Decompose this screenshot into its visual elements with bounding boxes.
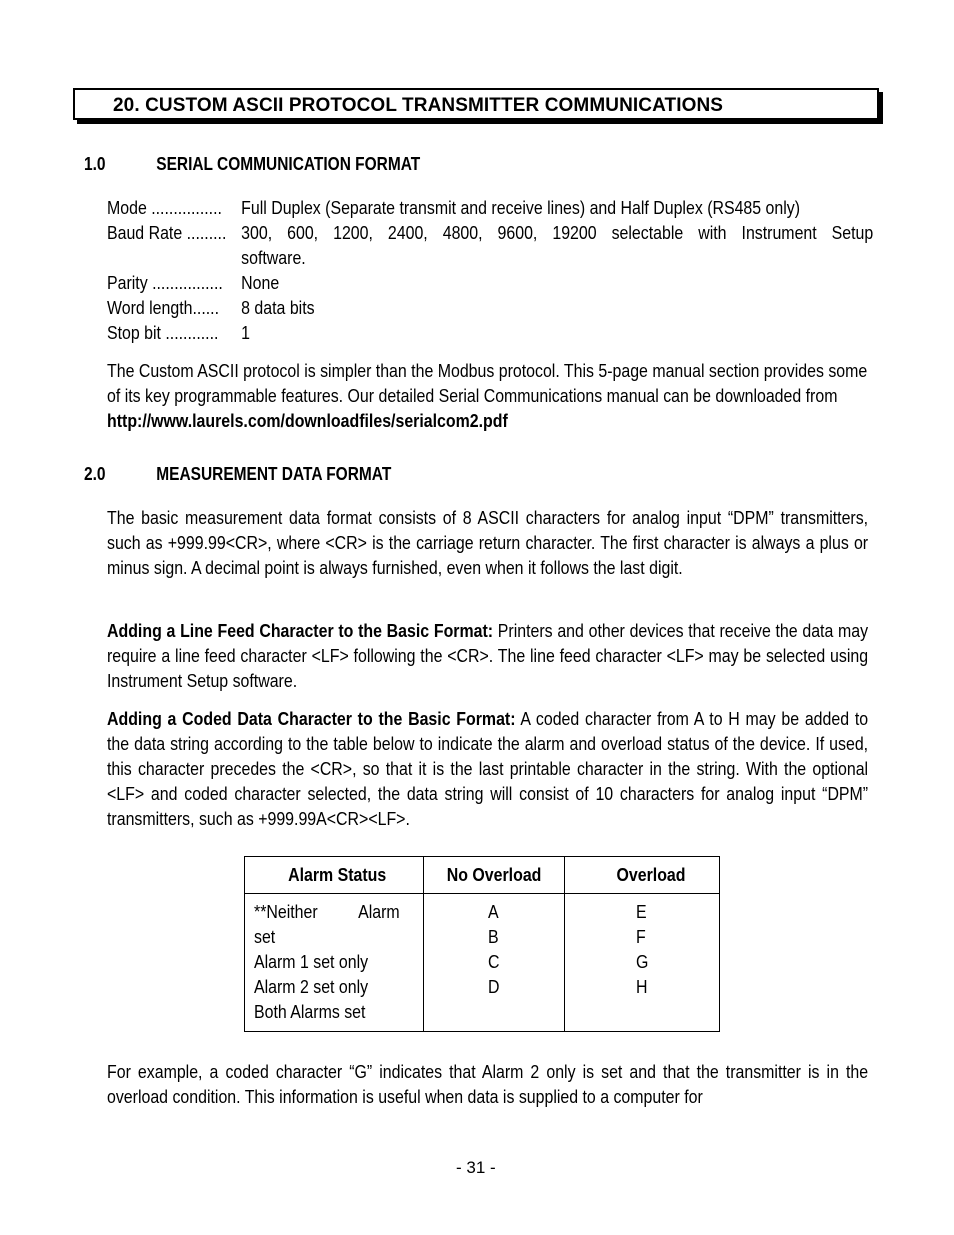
- table-header-cell: [245, 857, 424, 894]
- code-char: G: [636, 951, 649, 972]
- manual-link[interactable]: http://www.laurels.com/downloadfiles/serialcom2.pdf: [107, 410, 508, 431]
- coded-char-text: A coded character from A to H may be added to the data string according to the table below to indicate the alarm and overload status of the device. If used, this character precedes the <CR>, so that it is the last printable character in the string. With the optional <LF> and coded character selected, the data string will consist of 10 characters for analog input “DPM” transmitters, such as +999.99A<CR><LF>.: [107, 708, 869, 829]
- example-paragraph: For example, a coded character “G” indicates that Alarm 2 only is set and that the transmitter is in the overload condition. This information is useful when data is supplied to a computer for: [107, 1061, 869, 1107]
- line-feed-text: Printers and other devices that receive the data may require a line feed character <LF> following the <CR>. The line feed character <LF> may be selected using Instrument Setup software.: [107, 620, 869, 691]
- spec-row-baud-cont: [107, 245, 868, 270]
- coded-char-heading: Adding a Coded Data Character to the Basic Format:: [107, 708, 516, 729]
- code-char: F: [636, 926, 647, 947]
- code-char: D: [488, 976, 500, 997]
- heading-title: SERIAL COMMUNICATION FORMAT: [156, 154, 421, 174]
- data-format-paragraph: The basic measurement data format consists of 8 ASCII characters for analog input “DPM” transmitters, such as +999.99<CR>, where <CR> is the carriage return character. The first character is always a plus or minus sign. A decimal point is always furnished, even when it follows the last digit.: [107, 507, 869, 578]
- spec-label: Stop bit ............: [107, 322, 219, 343]
- table-row: [245, 894, 720, 1032]
- heading-number: 1.0: [84, 154, 106, 174]
- no-overload-cell: [424, 894, 565, 1032]
- spec-value: 8 data bits: [241, 297, 315, 318]
- heading-number: 2.0: [84, 464, 106, 484]
- section-title-box: [73, 88, 879, 120]
- protocol-text: The Custom ASCII protocol is simpler than the Modbus protocol. This 5-page manual section provides some of its key programmable features. Our detailed Serial Communications manual can be downloaded from: [107, 360, 868, 406]
- alarm-status-line: Both Alarms set: [254, 1001, 366, 1022]
- spec-label: Baud Rate .........: [107, 222, 227, 243]
- table-header-cell: [424, 857, 565, 894]
- code-char: E: [636, 901, 647, 922]
- alarm-status-line: Alarm 1 set only: [254, 951, 369, 972]
- protocol-paragraph: [107, 358, 868, 433]
- spec-label: Mode ................: [107, 197, 222, 218]
- alarm-status-word: **Neither: [254, 901, 318, 922]
- spec-row-parity: [107, 270, 868, 295]
- spec-label: Parity ................: [107, 272, 223, 293]
- alarm-status-line: [254, 899, 400, 924]
- code-char: B: [488, 926, 499, 947]
- header-no-overload: No Overload: [447, 864, 542, 885]
- heading-title: MEASUREMENT DATA FORMAT: [156, 464, 392, 484]
- spec-value-continued: software.: [241, 247, 306, 268]
- spec-value: 300, 600, 1200, 2400, 4800, 9600, 19200 selectable with Instrument Setup: [241, 222, 874, 243]
- spec-label: Word length......: [107, 297, 220, 318]
- line-feed-heading: Adding a Line Feed Character to the Basic Format:: [107, 620, 494, 641]
- spec-row-word-length: [107, 295, 868, 320]
- page-number: - 31 -: [456, 1158, 496, 1177]
- code-char: C: [488, 951, 500, 972]
- spec-value: 1: [241, 322, 251, 343]
- alarm-status-table: [244, 856, 720, 1032]
- spec-row-stop-bit: [107, 320, 868, 345]
- alarm-status-cell: [245, 894, 424, 1032]
- line-feed-paragraph: [107, 618, 868, 693]
- table-header-cell: [565, 857, 720, 894]
- spec-list: [107, 195, 874, 345]
- code-char: A: [488, 901, 499, 922]
- overload-cell: [565, 894, 720, 1032]
- spec-row-mode: [107, 195, 868, 220]
- alarm-status-word: Alarm: [358, 901, 400, 922]
- section-title: 20. CUSTOM ASCII PROTOCOL TRANSMITTER COMMUNICATIONS: [113, 95, 724, 116]
- coded-char-paragraph: [107, 706, 868, 831]
- spec-row-baud: [107, 220, 874, 245]
- spec-value: Full Duplex (Separate transmit and receive lines) and Half Duplex (RS485 only): [241, 197, 801, 218]
- code-char: H: [636, 976, 648, 997]
- alarm-status-line: Alarm 2 set only: [254, 976, 369, 997]
- spec-value: None: [241, 272, 280, 293]
- header-alarm-status: Alarm Status: [288, 864, 387, 885]
- table-header-row: [245, 857, 720, 894]
- header-overload: Overload: [616, 864, 686, 885]
- alarm-status-line: set: [254, 926, 276, 947]
